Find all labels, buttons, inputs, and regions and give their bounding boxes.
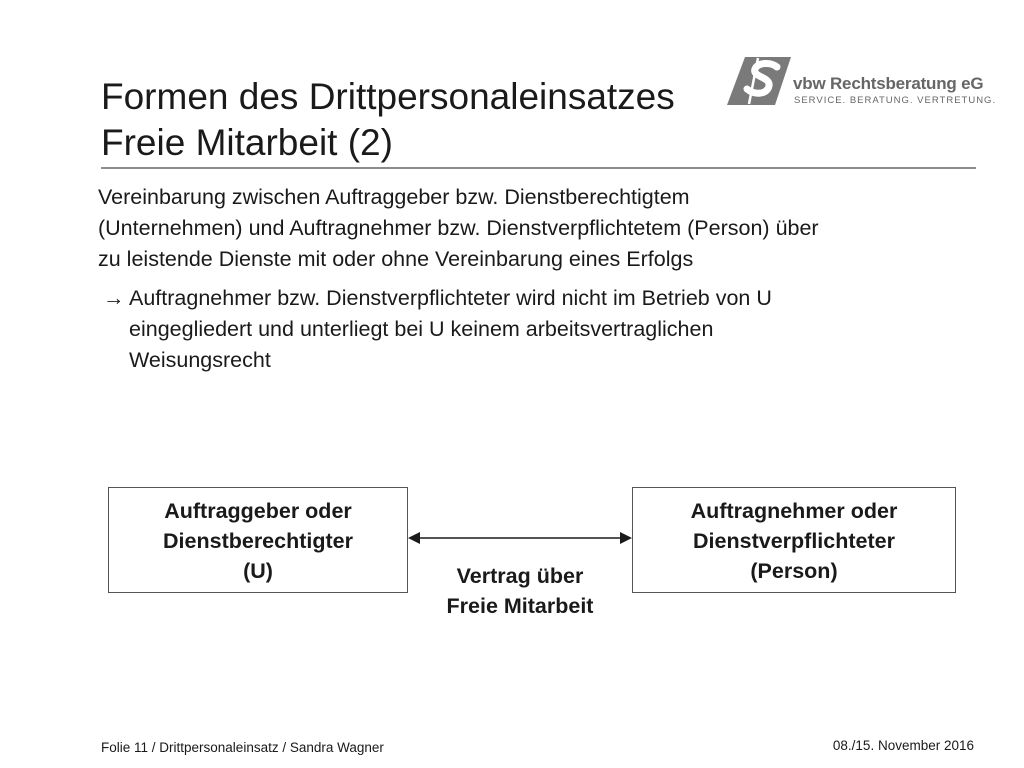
client-box [108, 487, 408, 593]
logo-tagline: SERVICE. BERATUNG. VERTRETUNG. [794, 95, 997, 106]
arrow-right-icon: → [103, 286, 125, 310]
client-box-line: Auftraggeber oder [164, 499, 352, 523]
intro-line: Vereinbarung zwischen Auftraggeber bzw. Dienstberechtigtem [98, 185, 690, 209]
bullet-line: eingegliedert und unterliegt bei U keinem arbeitsvertraglichen [129, 317, 714, 341]
slide-title-line-1: Formen des Drittpersonaleinsatzes [101, 76, 675, 117]
contract-label [408, 561, 632, 621]
vbw-s-logo-icon [727, 55, 791, 107]
intro-paragraph [98, 182, 978, 275]
company-logo [727, 55, 997, 115]
slide-title [101, 74, 675, 166]
intro-line: (Unternehmen) und Auftragnehmer bzw. Dienstverpflichtetem (Person) über [98, 216, 819, 240]
client-box-line: (U) [243, 559, 273, 583]
intro-line: zu leistende Dienste mit oder ohne Vereinbarung eines Erfolgs [98, 247, 694, 271]
double-arrow-icon [408, 528, 632, 548]
bullet-line: Auftragnehmer bzw. Dienstverpflichteter wird nicht im Betrieb von U [129, 286, 772, 310]
contract-label-line: Freie Mitarbeit [446, 594, 594, 618]
contractor-box-line: (Person) [750, 559, 838, 583]
consequence-bullet [100, 283, 980, 376]
title-divider [101, 167, 976, 169]
bullet-line: Weisungsrecht [129, 348, 271, 372]
contractor-box-line: Dienstverpflichteter [693, 529, 895, 553]
logo-company-name: vbw Rechtsberatung eG [793, 74, 984, 93]
footer-date: 08./15. November 2016 [832, 738, 974, 753]
contractor-box-line: Auftragnehmer oder [690, 499, 898, 523]
contract-label-line: Vertrag über [456, 564, 584, 588]
footer-slide-info: Folie 11 / Drittpersonaleinsatz / Sandra Wagner [101, 740, 384, 755]
client-box-line: Dienstberechtigter [163, 529, 353, 553]
contractor-box [632, 487, 956, 593]
bullet-text [129, 283, 980, 376]
slide-title-line-2: Freie Mitarbeit (2) [101, 122, 393, 163]
